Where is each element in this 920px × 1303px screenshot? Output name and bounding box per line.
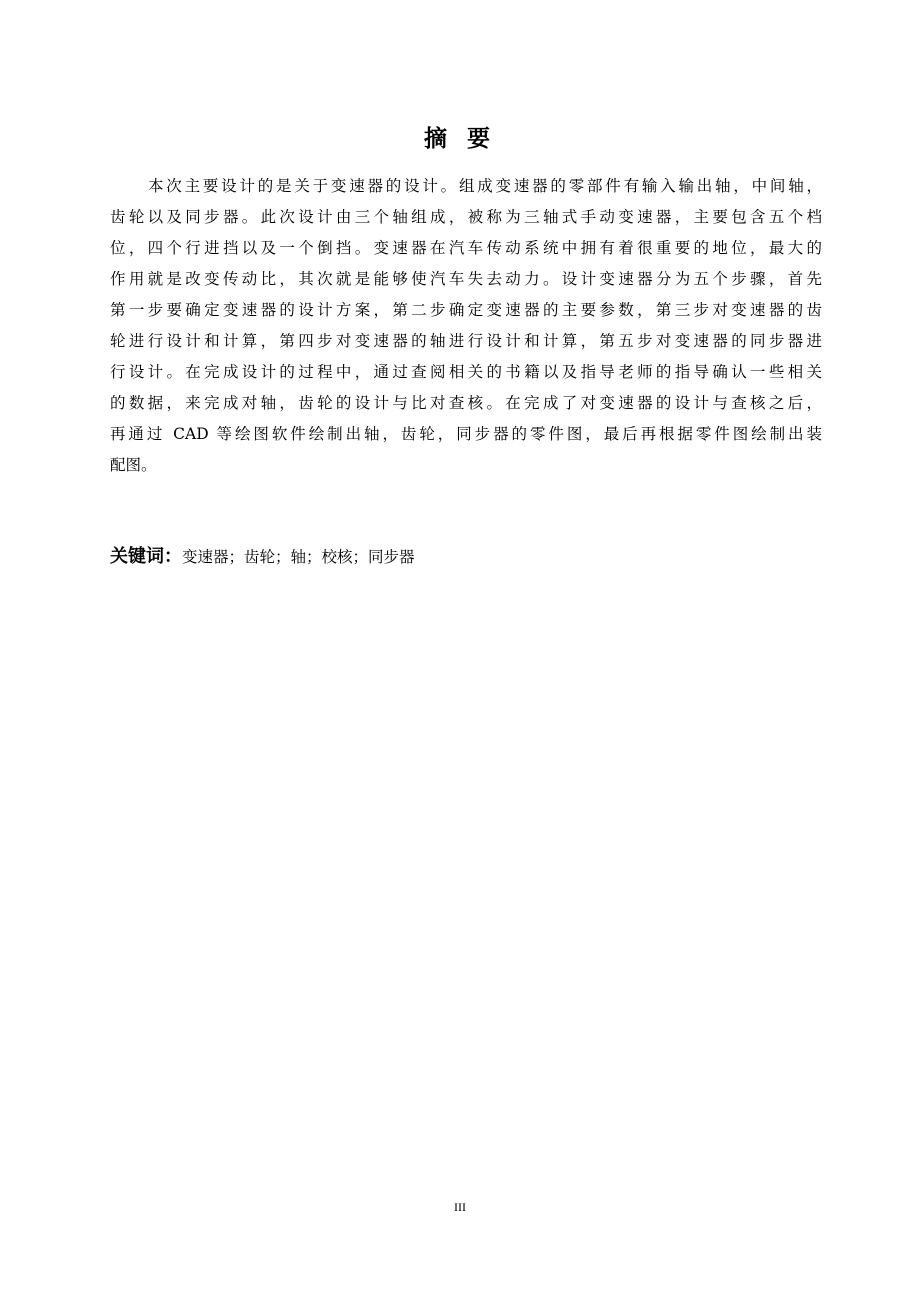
abstract-line: 配图。 xyxy=(110,456,157,474)
abstract-line: 本次主要设计的是关于变速器的设计。组成变速器的零部件有输入输出轴，中间轴， xyxy=(148,177,822,195)
keywords-values: 变速器；齿轮；轴；校核；同步器 xyxy=(182,548,415,566)
abstract-line: 行设计。在完成设计的过程中，通过查阅相关的书籍以及指导老师的指导确认一些相关 xyxy=(110,363,822,381)
abstract-line: 位，四个行进挡以及一个倒挡。变速器在汽车传动系统中拥有着很重要的地位，最大的 xyxy=(110,239,822,257)
page-number: III xyxy=(454,1200,466,1214)
abstract-line: 作用就是改变传动比，其次就是能够使汽车失去动力。设计变速器分为五个步骤，首先 xyxy=(110,270,822,288)
abstract-line: 再通过 CAD 等绘图软件绘制出轴，齿轮，同步器的零件图，最后再根据零件图绘制出装 xyxy=(110,425,822,443)
abstract-line: 轮进行设计和计算，第四步对变速器的轴进行设计和计算，第五步对变速器的同步器进 xyxy=(110,332,822,350)
abstract-line: 的数据，来完成对轴，齿轮的设计与比对查核。在完成了对变速器的设计与查核之后， xyxy=(110,394,822,412)
abstract-title: 摘 要 xyxy=(423,126,496,152)
abstract-body xyxy=(110,171,822,481)
keywords-row xyxy=(110,541,415,573)
keywords-label: 关键词： xyxy=(110,546,182,567)
abstract-line: 第一步要确定变速器的设计方案，第二步确定变速器的主要参数，第三步对变速器的齿 xyxy=(110,301,822,319)
abstract-line: 齿轮以及同步器。此次设计由三个轴组成，被称为三轴式手动变速器，主要包含五个档 xyxy=(110,208,822,226)
